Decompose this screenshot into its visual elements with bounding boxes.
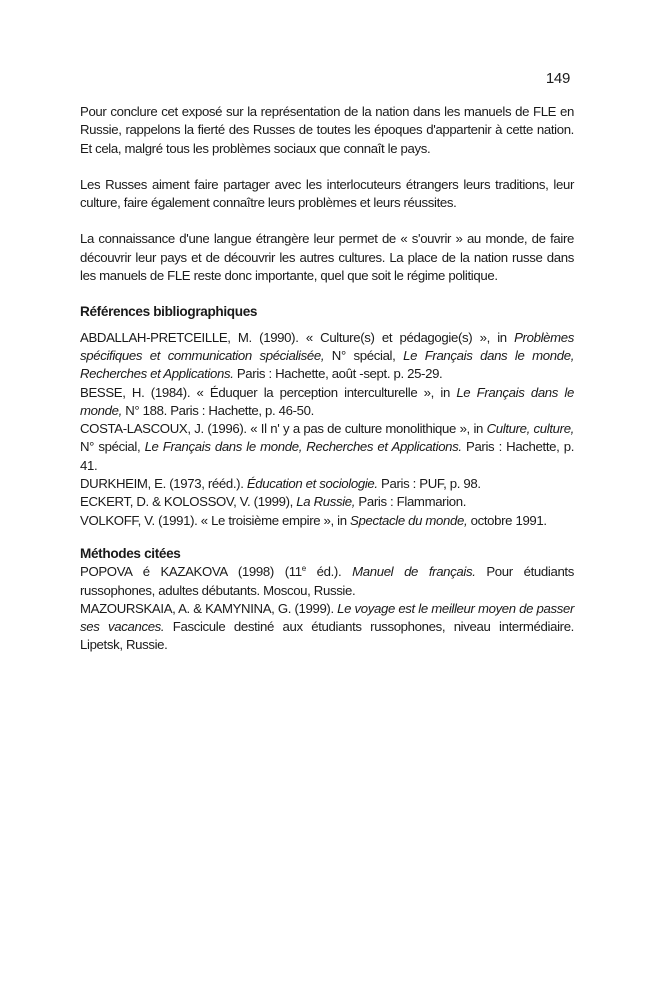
methode-item: MAZOURSKAIA, A. & KAMYNINA, G. (1999). Le voyage est le meilleur moyen de passer ses vacances. Fascicule destiné aux étudiants russophones, niveau intermédiaire. Lipetsk, Russie. [80,600,574,653]
reference-item: ECKERT, D. & KOLOSSOV, V. (1999), La Russie, Paris : Flammarion. [80,494,467,510]
page-body [80,103,574,655]
reference-item: BESSE, H. (1984). « Éduquer la perception interculturelle », in Le Français dans le monde, N° 188. Paris : Hachette, p. 46-50. [80,384,574,418]
reference-item: ABDALLAH-PRETCEILLE, M. (1990). « Culture(s) et pédagogie(s) », in Problèmes spécifiques et communication spécialisée, N° spécial, Le Français dans le monde, Recherches et Applications. Paris : Hachette, août -sept. p. 25-29. [80,329,575,382]
paragraph-language: La connaissance d'une langue étrangère leur permet de « s'ouvrir » au monde, de faire découvrir leur pays et de découvrir les autres cultures. La place de la nation russe dans les manuels de FLE reste donc importante, quel que soit le régime politique. [80,231,574,284]
reference-item: COSTA-LASCOUX, J. (1996). « Il n' y a pas de culture monolithique », in Culture, culture, N° spécial, Le Français dans le monde, Recherches et Applications. Paris : Hachette, p. 41. [80,421,575,473]
methode-item: POPOVA é KAZAKOVA (1998) (11e éd.). Manuel de français. Pour étudiants russophones, adultes débutants. Moscou, Russie. [80,564,574,598]
references-heading: Références bibliographiques [80,304,258,320]
page-number: 149 [545,70,570,87]
reference-item: VOLKOFF, V. (1991). « Le troisième empire », in Spectacle du monde, octobre 1991. [80,512,547,528]
paragraph-sharing: Les Russes aiment faire partager avec les interlocuteurs étrangers leurs traditions, leur culture, faire également connaître leurs problèmes et leurs réussites. [80,176,574,211]
paragraph-conclusion: Pour conclure cet exposé sur la représentation de la nation dans les manuels de FLE en Russie, rappelons la fierté des Russes de toutes les époques d'appartenir à cette nation. Et cela, malgré tous les problèmes sociaux que connaît le pays. [80,104,574,156]
methodes-heading: Méthodes citées [80,545,181,561]
reference-item: DURKHEIM, E. (1973, rééd.). Éducation et sociologie. Paris : PUF, p. 98. [80,476,481,492]
references-list [80,329,574,530]
methodes-list [80,563,574,654]
